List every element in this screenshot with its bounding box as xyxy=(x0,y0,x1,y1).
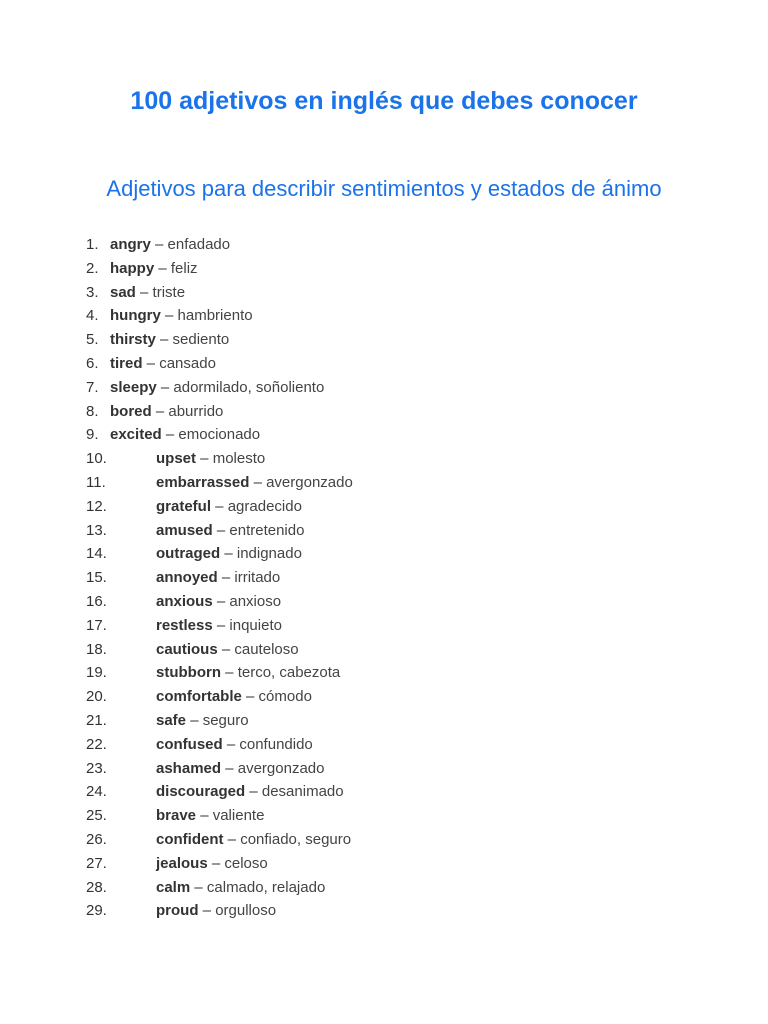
item-entry xyxy=(156,757,324,781)
list-item xyxy=(0,638,768,662)
list-item xyxy=(0,352,768,376)
item-entry xyxy=(156,447,265,471)
dash-separator: – xyxy=(190,878,207,896)
spanish-translation: terco, cabezota xyxy=(237,664,341,682)
list-item xyxy=(0,495,768,519)
spanish-translation: enfadado xyxy=(167,236,231,253)
item-number: 19. xyxy=(86,664,107,682)
item-number: 24. xyxy=(86,783,107,801)
english-word: calm xyxy=(156,878,191,896)
dash-separator: – xyxy=(212,592,230,610)
english-word: embarrassed xyxy=(156,473,250,491)
item-entry xyxy=(110,423,260,447)
dash-separator: – xyxy=(142,354,160,372)
item-entry xyxy=(156,661,340,685)
item-number: 4. xyxy=(86,307,99,325)
english-word: amused xyxy=(156,521,213,539)
list-item xyxy=(0,780,768,804)
item-entry xyxy=(156,709,249,733)
spanish-translation: orgulloso xyxy=(215,902,277,920)
spanish-translation: triste xyxy=(152,283,186,301)
item-number: 16. xyxy=(86,592,107,610)
spanish-translation: avergonzado xyxy=(266,473,353,491)
list-item xyxy=(0,661,768,685)
item-entry xyxy=(156,804,264,828)
item-entry xyxy=(110,304,253,328)
english-word: angry xyxy=(110,236,151,253)
section-subtitle: Adjetivos para describir sentimientos y estados de ánimo xyxy=(106,176,662,201)
item-number: 9. xyxy=(86,426,99,444)
spanish-translation: seguro xyxy=(202,711,249,729)
spanish-translation: aburrido xyxy=(168,402,224,420)
adjective-list xyxy=(0,233,768,923)
list-item xyxy=(0,257,768,281)
item-entry xyxy=(156,876,325,900)
list-item xyxy=(0,590,768,614)
item-number: 5. xyxy=(86,331,99,349)
item-entry xyxy=(156,471,353,495)
item-entry xyxy=(156,899,276,923)
dash-separator: – xyxy=(221,664,238,682)
item-number: 20. xyxy=(86,688,107,706)
spanish-translation: feliz xyxy=(170,259,198,277)
english-word: happy xyxy=(110,259,155,277)
item-entry xyxy=(156,590,281,614)
spanish-translation: cómodo xyxy=(258,688,312,706)
dash-separator: – xyxy=(151,402,169,420)
item-entry xyxy=(110,257,198,281)
dash-separator: – xyxy=(217,569,235,587)
english-word: grateful xyxy=(156,497,212,515)
item-number: 18. xyxy=(86,640,107,658)
list-item xyxy=(0,376,768,400)
list-item xyxy=(0,281,768,305)
item-number: 23. xyxy=(86,759,107,777)
spanish-translation: cansado xyxy=(159,354,216,372)
item-number: 26. xyxy=(86,830,107,848)
english-word: annoyed xyxy=(156,569,218,587)
spanish-translation: hambriento xyxy=(177,307,253,325)
item-number: 8. xyxy=(86,402,99,420)
list-item xyxy=(0,709,768,733)
list-item xyxy=(0,471,768,495)
dash-separator: – xyxy=(160,307,178,325)
english-word: sad xyxy=(110,283,136,301)
english-word: discouraged xyxy=(156,783,246,801)
english-word: anxious xyxy=(156,592,213,610)
list-item xyxy=(0,233,768,257)
item-number: 12. xyxy=(86,497,107,515)
item-entry xyxy=(110,328,229,352)
dash-separator: – xyxy=(245,783,262,801)
item-number: 1. xyxy=(86,236,99,253)
english-word: excited xyxy=(110,426,162,444)
english-word: comfortable xyxy=(156,688,242,706)
english-word: brave xyxy=(156,807,197,825)
list-item xyxy=(0,447,768,471)
list-item xyxy=(0,400,768,424)
dash-separator: – xyxy=(221,759,238,777)
item-entry xyxy=(156,519,304,543)
page-title: 100 adjetivos en inglés que debes conocer xyxy=(130,87,638,115)
dash-separator: – xyxy=(196,450,213,468)
item-number: 2. xyxy=(86,259,99,277)
dash-separator: – xyxy=(222,735,240,753)
dash-separator: – xyxy=(196,807,213,825)
english-word: sleepy xyxy=(110,378,157,396)
item-entry xyxy=(156,733,313,757)
item-number: 3. xyxy=(86,283,99,301)
item-number: 7. xyxy=(86,378,99,396)
list-item xyxy=(0,566,768,590)
item-entry xyxy=(156,495,302,519)
dash-separator: – xyxy=(241,688,259,706)
spanish-translation: molesto xyxy=(212,450,266,468)
item-number: 14. xyxy=(86,545,107,563)
spanish-translation: avergonzado xyxy=(237,759,325,777)
dash-separator: – xyxy=(211,497,228,515)
dash-separator: – xyxy=(155,331,173,349)
list-item xyxy=(0,685,768,709)
dash-separator: – xyxy=(156,378,174,396)
dash-separator: – xyxy=(212,616,230,634)
spanish-translation: anxioso xyxy=(229,592,282,610)
spanish-translation: entretenido xyxy=(229,521,305,539)
item-entry xyxy=(156,852,268,876)
english-word: upset xyxy=(156,450,197,468)
english-word: proud xyxy=(156,902,199,920)
list-item xyxy=(0,876,768,900)
spanish-translation: inquieto xyxy=(229,616,282,634)
spanish-translation: cauteloso xyxy=(234,640,299,658)
spanish-translation: desanimado xyxy=(261,783,344,801)
dash-separator: – xyxy=(223,830,241,848)
list-item xyxy=(0,804,768,828)
english-word: outraged xyxy=(156,545,221,563)
item-number: 13. xyxy=(86,521,107,539)
item-entry xyxy=(156,614,282,638)
spanish-translation: calmado, relajado xyxy=(206,878,326,896)
list-item xyxy=(0,614,768,638)
spanish-translation: celoso xyxy=(224,854,268,872)
spanish-translation: emocionado xyxy=(178,426,261,444)
item-entry xyxy=(110,352,216,376)
item-number: 11. xyxy=(86,473,106,491)
spanish-translation: valiente xyxy=(212,807,265,825)
dash-separator: – xyxy=(207,854,225,872)
item-number: 15. xyxy=(86,569,107,587)
english-word: restless xyxy=(156,616,213,634)
english-word: cautious xyxy=(156,640,218,658)
english-word: thirsty xyxy=(110,331,156,349)
item-number: 6. xyxy=(86,354,99,372)
item-entry xyxy=(156,780,344,804)
spanish-translation: agradecido xyxy=(227,497,302,515)
english-word: stubborn xyxy=(156,664,221,682)
list-item xyxy=(0,304,768,328)
list-item xyxy=(0,828,768,852)
item-number: 28. xyxy=(86,878,107,896)
item-entry xyxy=(156,542,302,566)
item-entry xyxy=(156,638,299,662)
item-entry xyxy=(156,566,280,590)
spanish-translation: sediento xyxy=(172,331,230,349)
item-number: 10. xyxy=(86,450,107,468)
spanish-translation: confiado, seguro xyxy=(240,830,352,848)
item-entry xyxy=(156,828,351,852)
english-word: hungry xyxy=(110,307,161,325)
dash-separator: – xyxy=(217,640,235,658)
dash-separator: – xyxy=(150,236,168,253)
item-number: 17. xyxy=(86,616,107,634)
item-number: 21. xyxy=(86,711,107,729)
dash-separator: – xyxy=(154,259,171,277)
dash-separator: – xyxy=(135,283,153,301)
spanish-translation: confundido xyxy=(239,735,313,753)
english-word: ashamed xyxy=(156,759,222,777)
spanish-translation: irritado xyxy=(234,569,281,587)
english-word: confused xyxy=(156,735,223,753)
item-entry xyxy=(110,233,230,257)
list-item xyxy=(0,542,768,566)
item-entry xyxy=(110,400,223,424)
english-word: jealous xyxy=(156,854,208,872)
dash-separator: – xyxy=(220,545,237,563)
dash-separator: – xyxy=(186,711,203,729)
item-number: 22. xyxy=(86,735,107,753)
list-item xyxy=(0,328,768,352)
dash-separator: – xyxy=(249,473,267,491)
english-word: confident xyxy=(156,830,224,848)
dash-separator: – xyxy=(198,902,216,920)
item-number: 27. xyxy=(86,854,107,872)
item-entry xyxy=(110,281,185,305)
english-word: safe xyxy=(156,711,187,729)
list-item xyxy=(0,423,768,447)
english-word: tired xyxy=(110,354,143,372)
list-item xyxy=(0,733,768,757)
list-item xyxy=(0,852,768,876)
spanish-translation: indignado xyxy=(236,545,302,563)
dash-separator: – xyxy=(212,521,230,539)
item-entry xyxy=(110,376,324,400)
spanish-translation: adormilado, soñoliento xyxy=(173,378,325,396)
list-item xyxy=(0,519,768,543)
item-entry xyxy=(156,685,312,709)
list-item xyxy=(0,899,768,923)
english-word: bored xyxy=(110,402,152,420)
list-item xyxy=(0,757,768,781)
dash-separator: – xyxy=(161,426,179,444)
item-number: 29. xyxy=(86,902,107,920)
item-number: 25. xyxy=(86,807,107,825)
